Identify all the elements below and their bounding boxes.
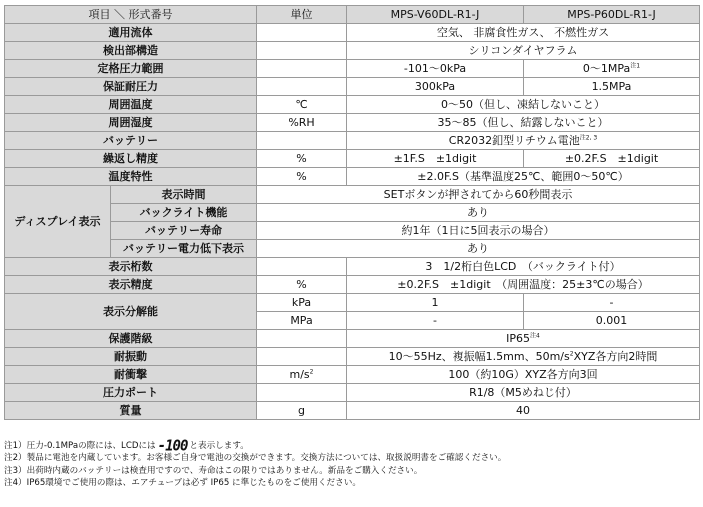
label-proof: 保証耐圧力 [5,78,257,96]
unit-digits [257,258,347,276]
row-battery [5,132,700,150]
label-shock: 耐衝撃 [5,366,257,384]
row-protection [5,330,700,348]
label-fluid: 適用流体 [5,24,257,42]
value-repeat-b: ±0.2F.S ±1digit [524,150,700,168]
unit-temp-char: % [257,168,347,186]
header-item: 項目 ＼ 形式番号 [5,6,257,24]
value-resolution-mpa-b: 0.001 [524,312,700,330]
value-display-backlight: あり [257,204,700,222]
label-resolution: 表示分解能 [5,294,257,330]
value-range-a: -101〜0kPa [347,60,524,78]
label-structure: 検出部構造 [5,42,257,60]
row-shock [5,366,700,384]
row-structure [5,42,700,60]
unit-shock [257,366,347,384]
footnote-1-post: と表示します。 [189,441,249,451]
note-ref-2-3: 注2, 3 [579,134,598,142]
row-temp-char [5,168,700,186]
label-amb-temp: 周囲温度 [5,96,257,114]
value-vibration-pre: 10〜55Hz、複振幅1.5mm、50m/s [388,350,570,363]
label-vibration: 耐振動 [5,348,257,366]
label-battery: バッテリー [5,132,257,150]
value-display-time: SETボタンが押されてから60秒間表示 [257,186,700,204]
label-display-backlight: バックライト機能 [111,204,257,222]
row-digits [5,258,700,276]
label-display-group: ディスプレイ表示 [5,186,111,258]
value-digits: 3 1/2桁白色LCD （バックライト付） [347,258,700,276]
value-proof-a: 300kPa [347,78,524,96]
footnote-1 [4,437,506,455]
value-repeat-a: ±1F.S ±1digit [347,150,524,168]
unit-structure [257,42,347,60]
value-battery [347,132,700,150]
value-protection-text: IP65 [506,332,531,345]
label-repeat: 繰返し精度 [5,150,257,168]
lcd-readout: -100 [157,437,188,455]
unit-amb-humid: %RH [257,114,347,132]
label-digits: 表示桁数 [5,258,257,276]
value-amb-humid: 35〜85（但し、結露しないこと） [347,114,700,132]
label-accuracy: 表示精度 [5,276,257,294]
value-temp-char: ±2.0F.S（基準温度25℃、範囲0〜50℃） [347,168,700,186]
value-mass: 40 [347,402,700,420]
label-display-time: 表示時間 [111,186,257,204]
note-ref-1: 注1 [630,62,641,70]
value-vibration [347,348,700,366]
label-protection: 保護階級 [5,330,257,348]
unit-proof [257,78,347,96]
note-ref-4: 注4 [530,332,540,340]
unit-amb-temp: ℃ [257,96,347,114]
footnote-3: 注3）出荷時内蔵のバッテリーは検査用ですので、寿命はこの限りではありません。新品をご購入ください。 [4,465,423,476]
value-resolution-kpa-a: 1 [347,294,524,312]
row-port [5,384,700,402]
unit-battery [257,132,347,150]
unit-shock-sup: 2 [309,368,314,376]
value-structure: シリコンダイヤフラム [347,42,700,60]
value-shock: 100（約10G）XYZ各方向3回 [347,366,700,384]
unit-vibration [257,348,347,366]
label-display-low: バッテリー電力低下表示 [111,240,257,258]
unit-protection [257,330,347,348]
header-model-a: MPS-V60DL-R1-J [347,6,524,24]
value-resolution-kpa-b: - [524,294,700,312]
row-vibration [5,348,700,366]
footnote-4: 注4）IP65環境でご使用の際は、エアチューブは必ず IP65 に準じたものをご使用ください。 [4,478,361,489]
unit-mass: g [257,402,347,420]
row-resolution-kpa [5,294,700,312]
label-amb-humid: 周囲湿度 [5,114,257,132]
unit-shock-base: m/s [289,368,310,381]
value-display-life: 約1年（1日に5回表示の場合） [257,222,700,240]
spec-table [4,5,700,420]
row-accuracy [5,276,700,294]
value-accuracy: ±0.2F.S ±1digit （周囲温度：25±3℃の場合） [347,276,700,294]
label-mass: 質量 [5,402,257,420]
value-resolution-mpa-a: - [347,312,524,330]
row-mass [5,402,700,420]
unit-range [257,60,347,78]
unit-resolution-kpa: kPa [257,294,347,312]
value-display-low: あり [257,240,700,258]
unit-resolution-mpa: MPa [257,312,347,330]
row-proof [5,78,700,96]
row-range [5,60,700,78]
value-vibration-sup: 2 [569,350,574,358]
value-range-b-text: 0〜1MPa [582,62,631,75]
footnotes [4,437,507,490]
row-amb-temp [5,96,700,114]
row-fluid [5,24,700,42]
footnote-1-pre: 注1）圧力-0.1MPaの際には、LCDには [4,441,156,451]
label-range: 定格圧力範囲 [5,60,257,78]
value-range-b [524,60,700,78]
footnote-2: 注2）製品に電池を内蔵しています。お客様ご自身で電池の交換ができます。交換方法については、取扱説明書をご確認ください。 [4,453,507,464]
value-fluid: 空気、 非腐食性ガス、 不燃性ガス [347,24,700,42]
row-display-time [5,186,700,204]
header-row [5,6,700,24]
row-repeat [5,150,700,168]
header-unit: 単位 [257,6,347,24]
value-vibration-post: XYZ各方向2時間 [573,350,658,363]
value-battery-text: CR2032釦型リチウム電池 [448,134,580,147]
value-port: R1/8（M5めねじ付） [347,384,700,402]
unit-accuracy: % [257,276,347,294]
value-amb-temp: 0〜50（但し、凍結しないこと） [347,96,700,114]
label-display-life: バッテリー寿命 [111,222,257,240]
unit-repeat: % [257,150,347,168]
value-protection [347,330,700,348]
unit-fluid [257,24,347,42]
row-amb-humid [5,114,700,132]
label-port: 圧力ポート [5,384,257,402]
label-temp-char: 温度特性 [5,168,257,186]
unit-port [257,384,347,402]
value-proof-b: 1.5MPa [524,78,700,96]
header-model-b: MPS-P60DL-R1-J [524,6,700,24]
